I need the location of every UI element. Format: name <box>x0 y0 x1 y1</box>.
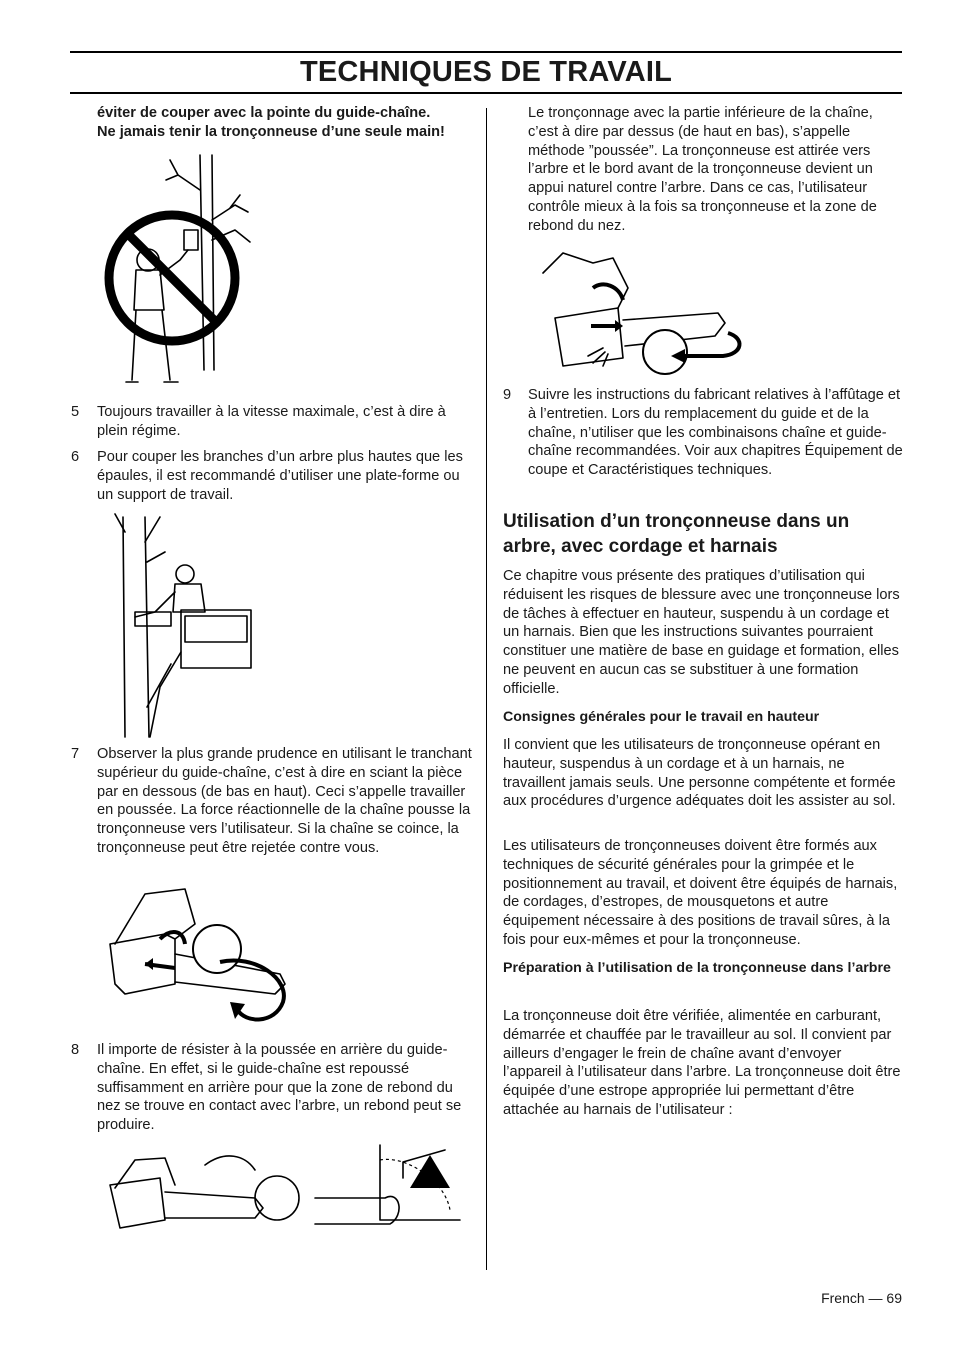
subheading-preparation: Préparation à l’utilisation de la tronçonneuse dans l’arbre <box>503 960 891 976</box>
kickback-zone-illustration <box>105 1140 470 1235</box>
item-9-text: Suivre les instructions du fabricant relatives à l’affûtage et à l’entretien. Lors du remplacement du guide et de la chaîne, n’utiliser que les combinaisons chaîne et guide-chaîne recommandées. Voir aux chapitres Équipement de coupe et Caractéristiques techniques. <box>528 387 903 479</box>
item-7-number: 7 <box>71 746 80 762</box>
pushing-chain-illustration <box>105 884 295 1034</box>
item-6-number: 6 <box>71 449 80 465</box>
intro-warning-line-1: éviter de couper avec la pointe du guide-chaîne. <box>97 105 431 121</box>
item-7-text: Observer la plus grande prudence en utilisant le tranchant supérieur du guide-chaîne, c’est à dire en sciant la pièce par en dessous (de bas en haut). Ceci s’appelle travailler en poussée. La force réactionnelle de la chaîne pousse la tronçonneuse vers l’utilisateur. Si la chaîne se coince, la tronçonneuse peut être rejetée contre vous. <box>97 746 472 856</box>
section-paragraph-4: La tronçonneuse doit être vérifiée, alimentée en carburant, démarrée et chauffée par le travailleur au sol. Il convient par ailleurs d’engager le frein de chaîne avant d’envoyer l’appareil à l’utilisateur dans l’arbre. La tronçonneuse doit être équipée d’une estrope appropriée lui permettant d’être attachée au harnais de l’utilisateur : <box>503 1008 901 1118</box>
header-top-rule <box>70 51 902 53</box>
right-intro-paragraph: Le tronçonnage avec la partie inférieure de la chaîne, c’est à dire par dessus (de haut en bas), s’appelle méthode ”poussée”. La tronçonneuse est attirée vers l’arbre et le bord avant de la tronçonneuse devient un appui naturel contre l’arbre. Dans ce cas, l’utilisateur contrôle mieux à la fois sa tronçonneuse et la zone de rebond du nez. <box>528 105 877 234</box>
column-divider <box>486 108 487 1270</box>
work-platform-illustration <box>105 512 260 740</box>
section-paragraph-2: Il convient que les utilisateurs de tronçonneuse opérant en hauteur, suspendus à un cordage et à un harnais, ne travaillent jamais seuls. Une personne compétente et formée aux procédures d’urgence adéquates doit les assister au sol. <box>503 737 896 810</box>
item-8-number: 8 <box>71 1042 80 1058</box>
header-bottom-rule <box>70 92 902 94</box>
item-5-number: 5 <box>71 404 80 420</box>
section-paragraph-3: Les utilisateurs de tronçonneuses doivent être formés aux techniques de sécurité générales pour la grimpée et le positionnement au travail, et doivent être équipés de harnais, de cordages, d’estropes, de mousquetons et autre équipement nécessaire à des positions de travail sûres, à la fois pour eux-mêmes et pour la tronçonneuse. <box>503 838 898 948</box>
section-paragraph-1: Ce chapitre vous présente des pratiques d’utilisation qui réduisent les risques de blessure avec une tronçonneuse lors de tâches à effectuer en hauteur, suspendu à un cordage et un harnais. Bien que les instructions suivantes pourraient constituer une matière de base en guidage et formation, elles ne peuvent en aucun cas se substituer à une formation officielle. <box>503 568 900 697</box>
item-9-number: 9 <box>503 387 512 403</box>
item-6-text: Pour couper les branches d’un arbre plus hautes que les épaules, il est recommandé d’utiliser une plate-forme ou un support de travail. <box>97 449 463 503</box>
section-heading: Utilisation d’un tronçonneuse dans un arbre, avec cordage et harnais <box>503 511 850 557</box>
subheading-general-rules: Consignes générales pour le travail en hauteur <box>503 709 820 725</box>
item-8-text: Il importe de résister à la poussée en arrière du guide-chaîne. En effet, si le guide-chaîne est repoussé suffisamment en arrière pour que la zone de rebond du nez se trouve en contact avec l’arbre, un rebond peut se produire. <box>97 1042 462 1134</box>
prohibited-one-hand-illustration <box>100 150 260 400</box>
pulling-chain-illustration <box>533 248 748 378</box>
page-footer: French — 69 <box>821 1290 902 1306</box>
page-title: TECHNIQUES DE TRAVAIL <box>299 56 673 88</box>
intro-warning-line-2: Ne jamais tenir la tronçonneuse d’une seule main! <box>97 124 445 140</box>
item-5-text: Toujours travailler à la vitesse maximale, c’est à dire à plein régime. <box>97 404 446 439</box>
